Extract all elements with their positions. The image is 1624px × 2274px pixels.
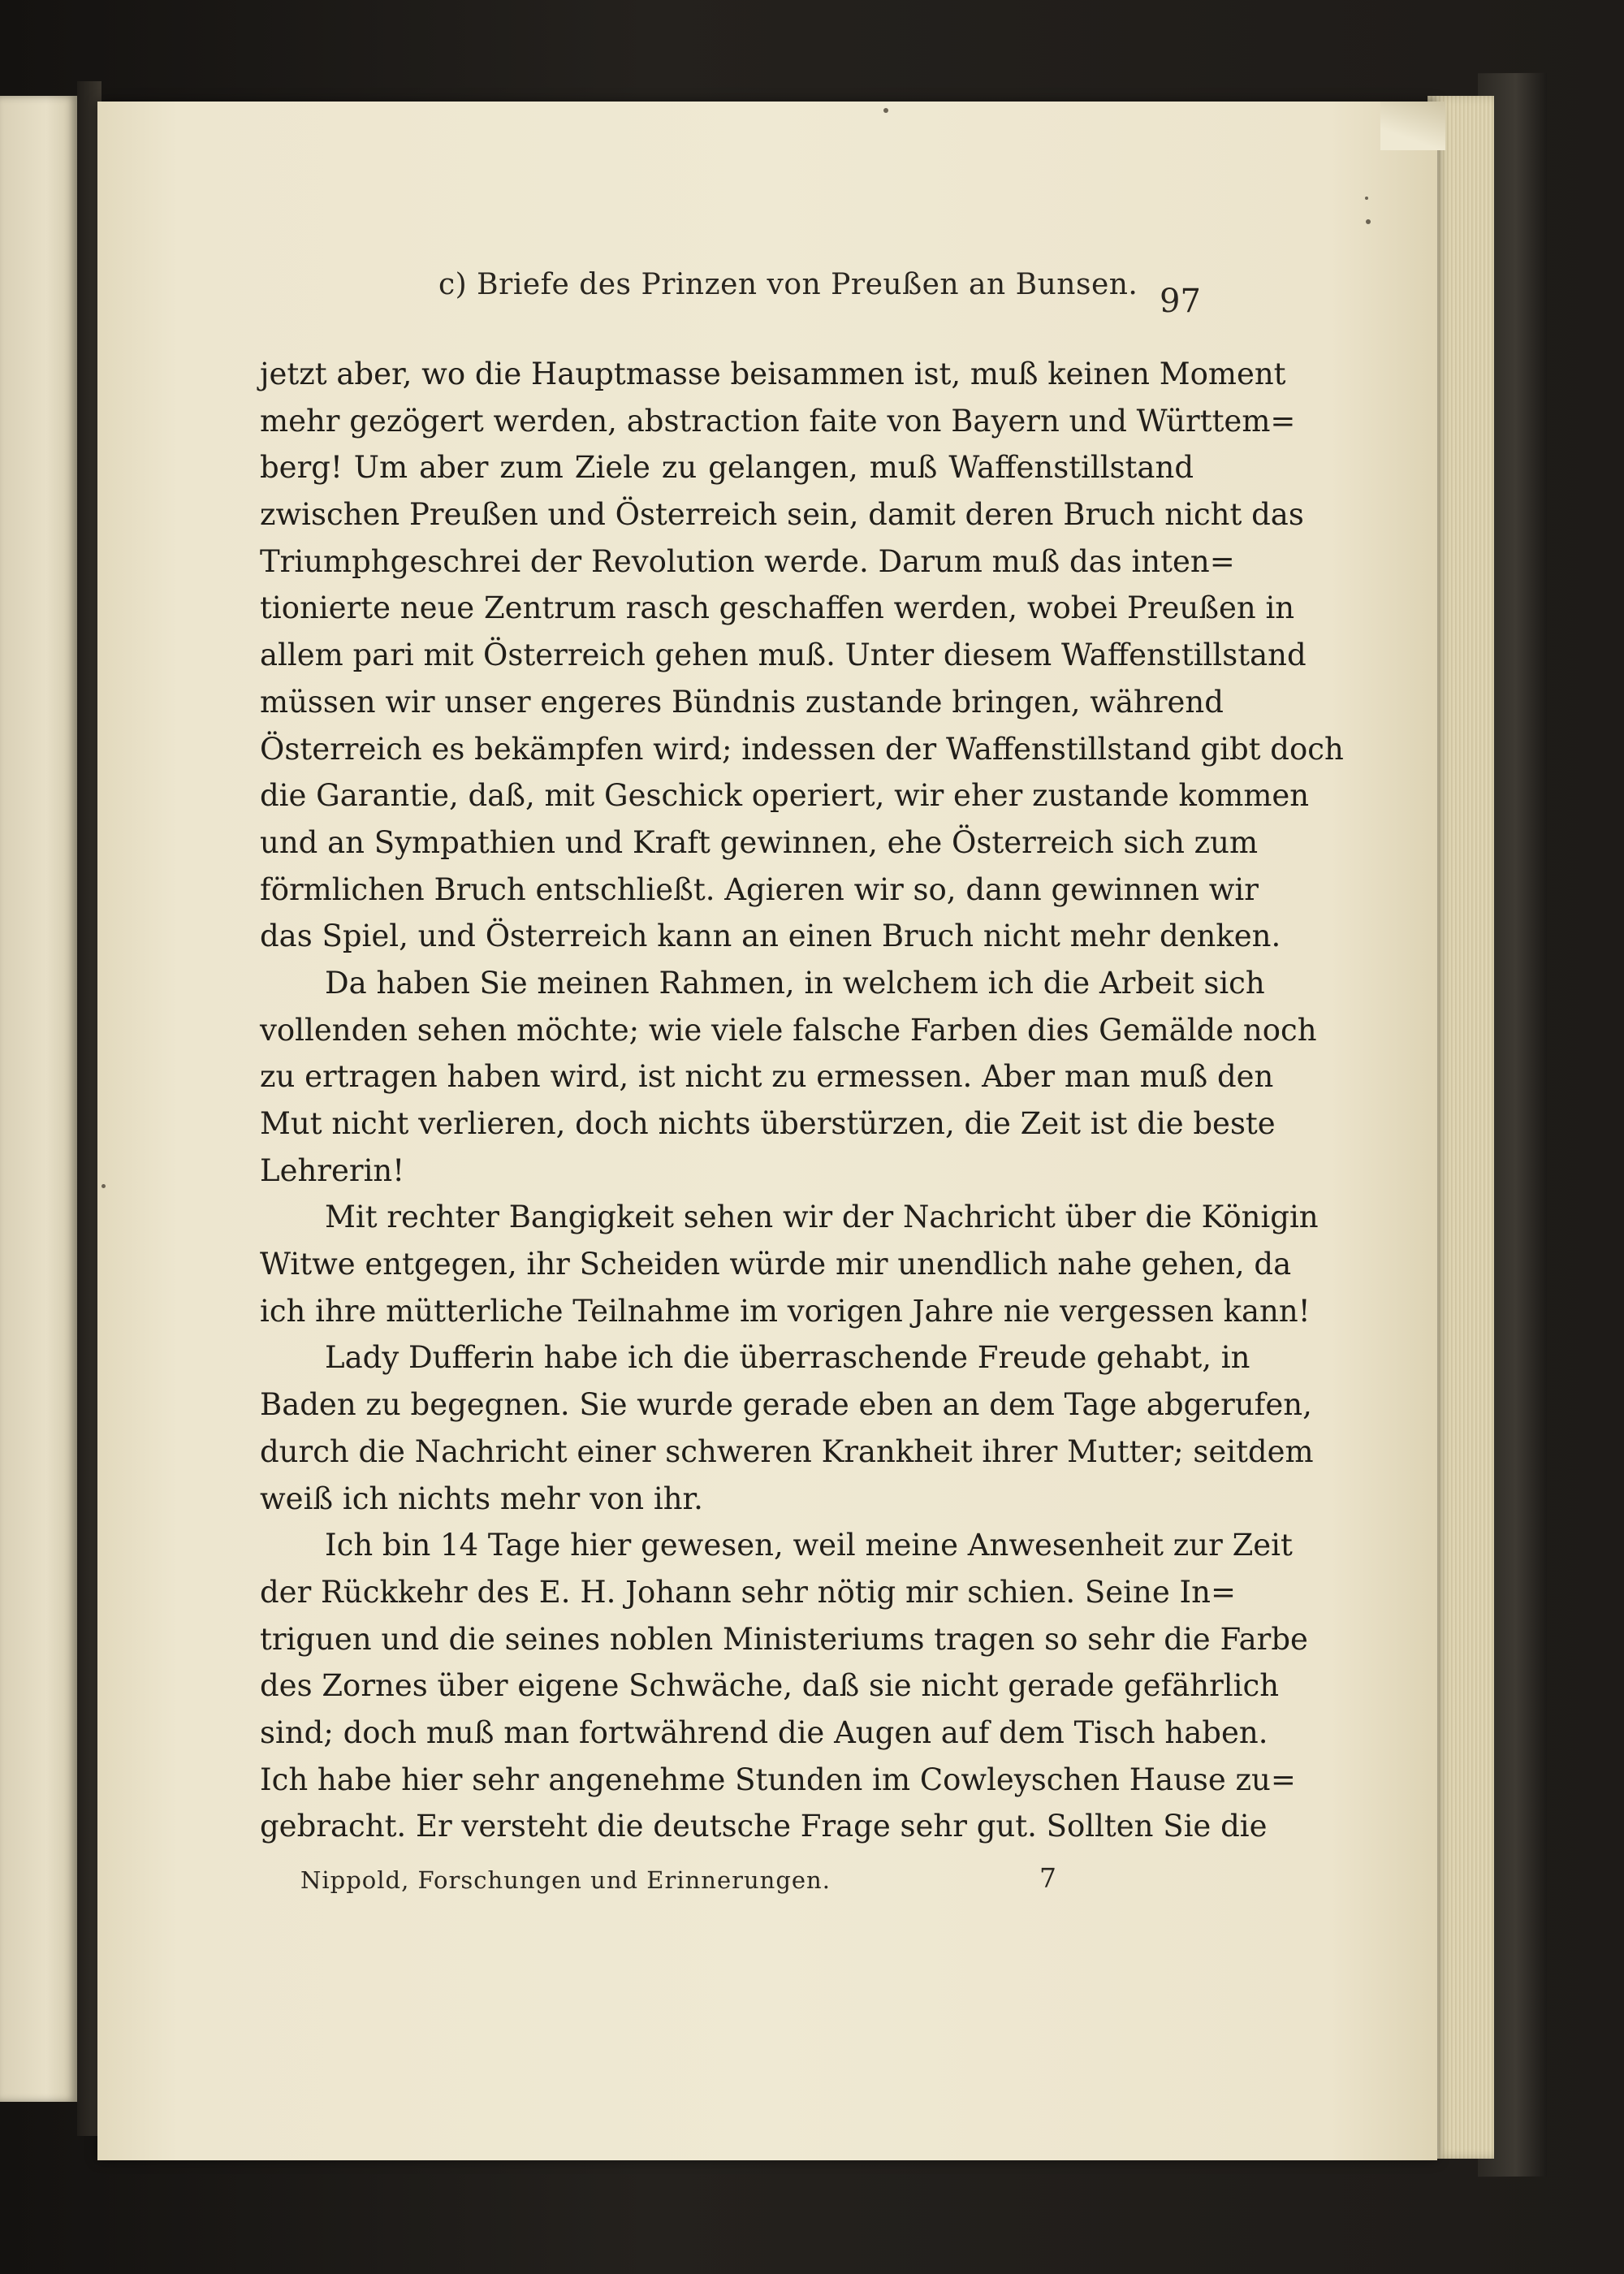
text-line: durch die Nachricht einer schweren Krankheit ihrer Mutter; seitdem <box>260 1433 1314 1469</box>
text-line: Triumphgeschrei der Revolution werde. Darum muß das inten= <box>260 543 1235 579</box>
text-line: triguen und die seines noblen Ministeriums tragen so sehr die Farbe <box>260 1621 1308 1657</box>
paper-speck <box>1365 197 1368 200</box>
text-line: Lehrerin! <box>260 1152 405 1188</box>
text-line: jetzt aber, wo die Hauptmasse beisammen ist, muß keinen Moment <box>260 357 1286 391</box>
paper-speck <box>883 108 888 113</box>
page-number: 97 <box>1160 283 1201 320</box>
paper-speck <box>102 1184 106 1188</box>
text-line: allem pari mit Österreich gehen muß. Unter diesem Waffenstillstand <box>260 638 1307 673</box>
text-line: förmlichen Bruch entschließt. Agieren wir so, dann gewinnen wir <box>260 871 1259 907</box>
text-line: zwischen Preußen und Österreich sein, damit deren Bruch nicht das <box>260 497 1304 533</box>
text-line: Ich bin 14 Tage hier gewesen, weil meine Anwesenheit zur Zeit <box>325 1528 1293 1563</box>
text-line: sind; doch muß man fortwährend die Augen auf dem Tisch haben. <box>260 1714 1268 1750</box>
footer-sheet-number: 7 <box>1039 1862 1056 1894</box>
text-line: und an Sympathien und Kraft gewinnen, ehe Österreich sich zum <box>260 824 1259 860</box>
text-line: Da haben Sie meinen Rahmen, in welchem ich die Arbeit sich <box>325 965 1265 1001</box>
text-line: Baden zu begegnen. Sie wurde gerade eben an dem Tage abgerufen, <box>260 1387 1312 1423</box>
text-line: ich ihre mütterliche Teilnahme im vorigen Jahre nie vergessen kann! <box>260 1293 1311 1329</box>
text-line: Österreich es bekämpfen wird; indessen der Waffenstillstand gibt doch <box>260 731 1344 767</box>
text-line: müssen wir unser engeres Bündnis zustande bringen, während <box>260 684 1224 720</box>
text-line: mehr gezögert werden, abstraction faite von Bayern und Württem= <box>260 403 1296 439</box>
text-line: zu ertragen haben wird, ist nicht zu ermessen. Aber man muß den <box>260 1059 1274 1095</box>
paper-speck <box>1366 219 1371 224</box>
text-line: die Garantie, daß, mit Geschick operiert, wir eher zustande kommen <box>260 778 1310 814</box>
left-page-edge <box>0 96 77 2102</box>
text-line: Mut nicht verlieren, doch nichts überstürzen, die Zeit ist die beste <box>260 1106 1276 1141</box>
text-line: berg! Um aber zum Ziele zu gelangen, muß Waffenstillstand <box>260 450 1194 486</box>
text-line: Mit rechter Bangigkeit sehen wir der Nachricht über die Königin <box>325 1200 1319 1235</box>
text-line: vollenden sehen möchte; wie viele falsche Farben dies Gemälde noch <box>260 1012 1317 1048</box>
text-line: Witwe entgegen, ihr Scheiden würde mir unendlich nahe gehen, da <box>260 1247 1292 1282</box>
footer-signature: Nippold, Forschungen und Erinnerungen. <box>300 1866 831 1894</box>
text-line: weiß ich nichts mehr von ihr. <box>260 1481 703 1516</box>
running-header: c) Briefe des Prinzen von Preußen an Bunsen. <box>438 268 1138 301</box>
page-stack-edge <box>1427 96 1494 2159</box>
text-line: des Zornes über eigene Schwäche, daß sie nicht gerade gefährlich <box>260 1668 1280 1704</box>
text-line: das Spiel, und Österreich kann an einen Bruch nicht mehr denken. <box>260 919 1281 954</box>
text-line: Lady Dufferin habe ich die überraschende Freude gehabt, in <box>325 1340 1250 1376</box>
body-text <box>260 351 1344 1850</box>
text-line: tionierte neue Zentrum rasch geschaffen werden, wobei Preußen in <box>260 590 1295 626</box>
text-line: der Rückkehr des E. H. Johann sehr nötig mir schien. Seine In= <box>260 1574 1236 1610</box>
text-line: gebracht. Er versteht die deutsche Frage sehr gut. Sollten Sie die <box>260 1809 1268 1844</box>
text-line: Ich habe hier sehr angenehme Stunden im Cowleyschen Hause zu= <box>260 1762 1296 1797</box>
page-corner-fold <box>1380 102 1445 150</box>
